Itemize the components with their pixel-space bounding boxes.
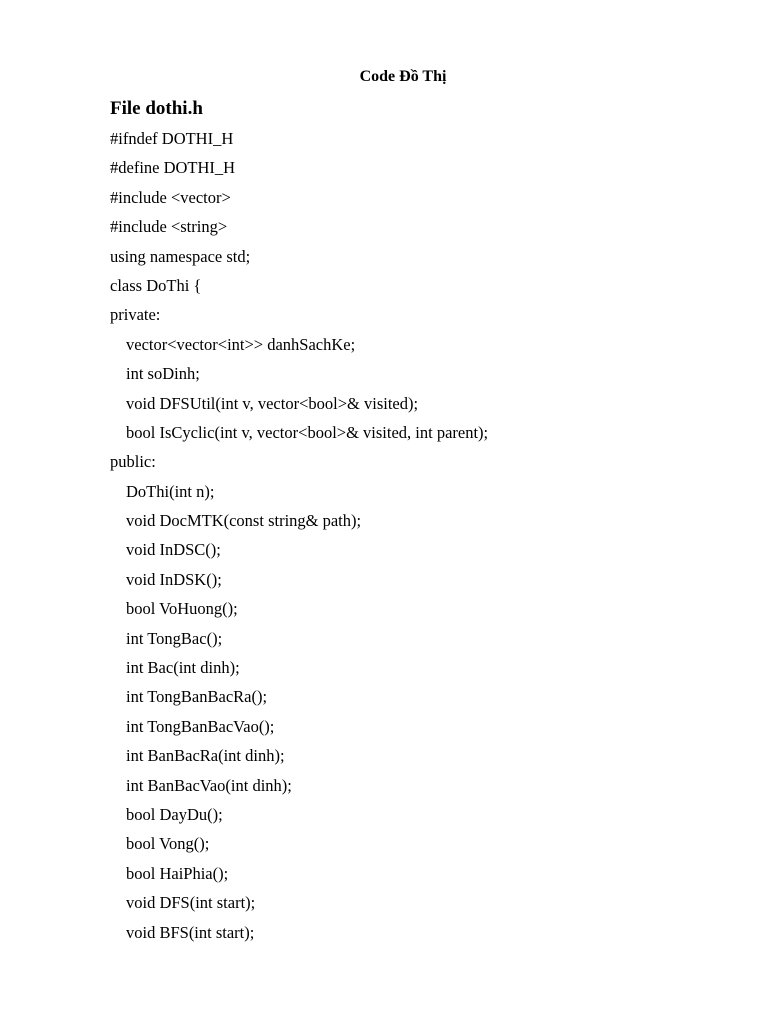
code-line: bool DayDu();: [126, 804, 223, 824]
code-line: #include <vector>: [110, 187, 231, 207]
code-line: void DFS(int start);: [126, 893, 256, 913]
code-line: vector<vector<int>> danhSachKe;: [126, 334, 356, 354]
code-line: int TongBac();: [126, 628, 223, 648]
document-title: Code Đồ Thị: [359, 68, 447, 85]
code-line: #include <string>: [110, 217, 228, 237]
code-line: int BanBacVao(int dinh);: [126, 775, 292, 795]
code-line: using namespace std;: [110, 246, 251, 266]
code-line: int TongBanBacVao();: [126, 716, 275, 736]
code-line: #ifndef DOTHI_H: [110, 129, 234, 148]
code-line: int Bac(int dinh);: [126, 658, 240, 678]
code-line: void BFS(int start);: [126, 922, 255, 942]
code-line: void InDSC();: [126, 540, 221, 560]
code-line: void DocMTK(const string& path);: [126, 511, 362, 531]
code-line: class DoThi {: [110, 275, 202, 295]
code-line: void DFSUtil(int v, vector<bool>& visited);: [126, 393, 419, 413]
code-line: void InDSK();: [126, 569, 222, 589]
code-line: int soDinh;: [126, 364, 200, 384]
code-line: public:: [110, 452, 156, 472]
file-heading: File dothi.h: [110, 98, 203, 119]
code-line: int BanBacRa(int dinh);: [126, 746, 285, 766]
code-line: DoThi(int n);: [126, 481, 215, 501]
code-line: bool IsCyclic(int v, vector<bool>& visited, int parent);: [126, 422, 489, 442]
code-line: bool Vong();: [126, 834, 210, 854]
code-line: bool HaiPhia();: [126, 863, 229, 883]
code-line: bool VoHuong();: [126, 599, 238, 619]
code-line: int TongBanBacRa();: [126, 687, 268, 707]
code-block: [110, 128, 730, 951]
code-line: #define DOTHI_H: [110, 158, 236, 178]
code-line: private:: [110, 305, 161, 325]
